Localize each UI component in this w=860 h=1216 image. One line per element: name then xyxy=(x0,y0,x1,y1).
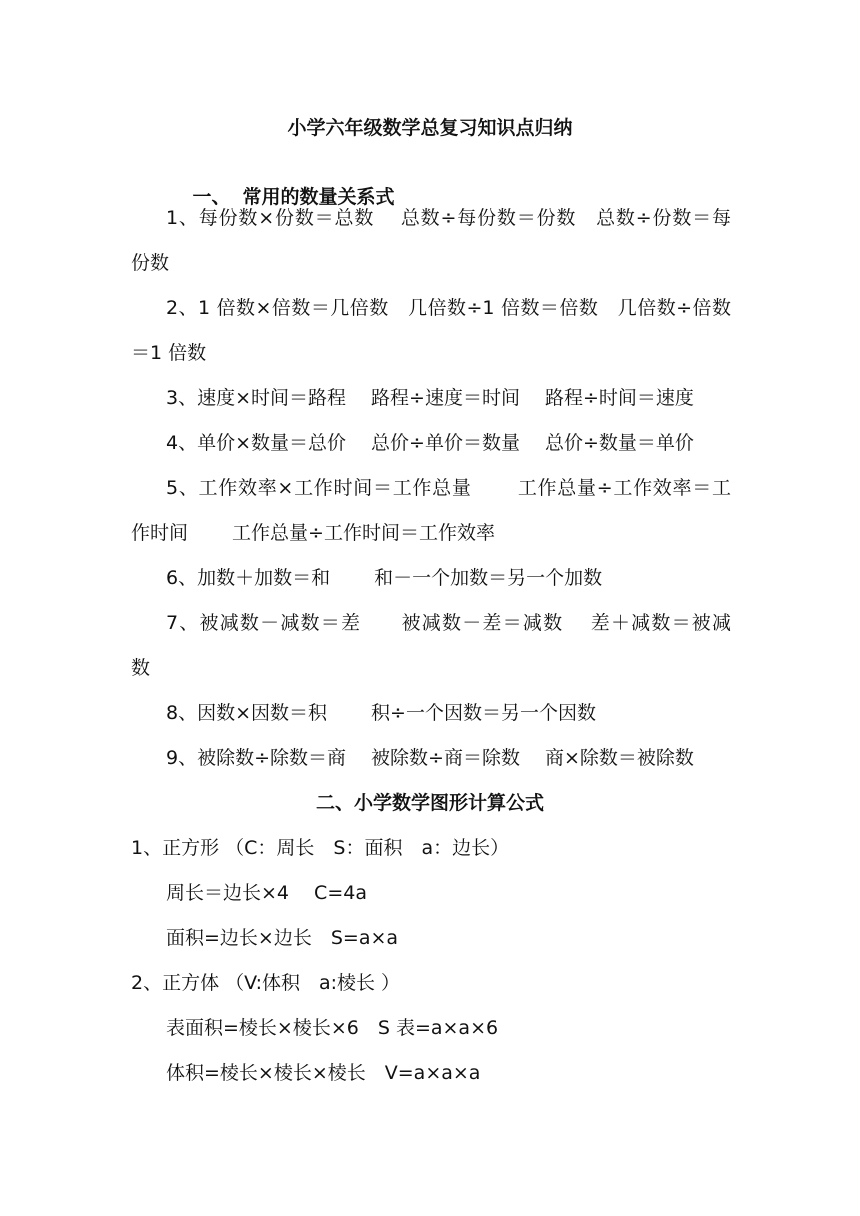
section-number: 一、 xyxy=(192,186,231,208)
relation-item-2: 2、1 倍数×倍数＝几倍数 几倍数÷1 倍数＝倍数 几倍数÷倍数 xyxy=(166,297,731,319)
relation-item-2-continued: ＝1 倍数 xyxy=(131,342,207,364)
relation-item-3: 3、速度×时间＝路程 路程÷速度＝时间 路程÷时间＝速度 xyxy=(166,387,694,409)
relation-item-1-continued: 份数 xyxy=(131,252,170,274)
relation-item-5: 5、工作效率×工作时间＝工作总量 工作总量÷工作效率＝工 xyxy=(166,477,731,499)
formula-cube-surface-area: 表面积=棱长×棱长×6 S 表=a×a×6 xyxy=(166,1017,499,1039)
formula-square-perimeter: 周长＝边长×4 C=4a xyxy=(166,882,367,904)
shape-header-square: 1、正方形 （C：周长 S：面积 a：边长） xyxy=(131,837,510,859)
formula-square-area: 面积=边长×边长 S=a×a xyxy=(166,927,399,949)
relation-item-5-continued: 作时间 工作总量÷工作时间＝工作效率 xyxy=(131,522,495,544)
relation-item-1: 1、每份数×份数＝总数 总数÷每份数＝份数 总数÷份数＝每 xyxy=(166,207,731,229)
section-heading-2: 二、小学数学图形计算公式 xyxy=(315,792,544,814)
relation-item-9: 9、被除数÷除数＝商 被除数÷商＝除数 商×除数＝被除数 xyxy=(166,747,694,769)
document-title: 小学六年级数学总复习知识点归纳 xyxy=(287,117,573,139)
relation-item-8: 8、因数×因数＝积 积÷一个因数＝另一个因数 xyxy=(166,702,596,724)
formula-cube-volume: 体积=棱长×棱长×棱长 V=a×a×a xyxy=(166,1062,481,1084)
section-title: 常用的数量关系式 xyxy=(242,186,395,208)
relation-item-7-continued: 数 xyxy=(131,657,151,679)
shape-header-cube: 2、正方体 （V:体积 a:棱长 ） xyxy=(131,972,401,994)
relation-item-7: 7、被减数－减数＝差 被减数－差＝减数 差＋减数＝被减 xyxy=(166,612,731,634)
relation-item-4: 4、单价×数量＝总价 总价÷单价＝数量 总价÷数量＝单价 xyxy=(166,432,694,454)
relation-item-6: 6、加数＋加数＝和 和－一个加数＝另一个加数 xyxy=(166,567,603,589)
